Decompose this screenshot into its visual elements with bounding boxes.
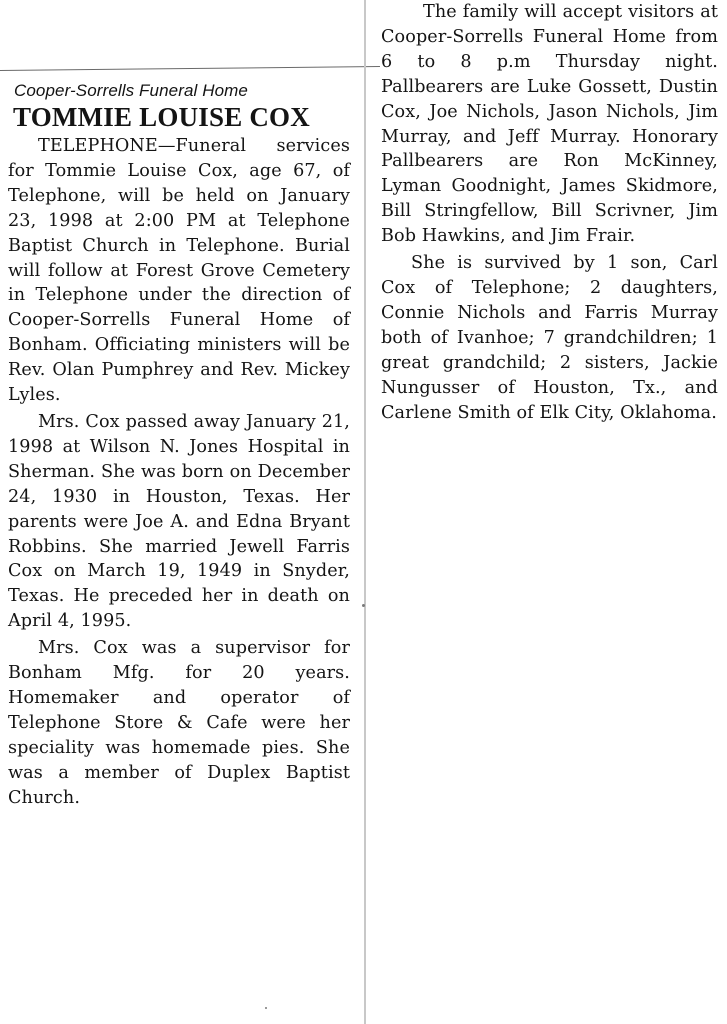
visitation-paragraph: The family will accept visitors at Cooper-Sorrells Funeral Home from 6 to 8 p.m Thursday night. Pallbearers are Luke Gossett, Dustin Cox, Joe Nichols, Jason Nichols, Jim Murray, and Jeff Murray. Honorary Pallbearers are Ron McKinney, Lyman Goodnight, James Skidmore, Bill Stringfellow, Bill Scrivner, Jim Bob Hawkins, and Jim Frair. [381, 2, 718, 247]
print-speck [265, 1007, 267, 1009]
obituary-left-column [8, 80, 350, 810]
print-speck [362, 604, 365, 607]
services-paragraph: TELEPHONE—Funeral services for Tommie Louise Cox, age 67, of Telephone, will be held on January 23, 1998 at 2:00 PM at Telephone Baptist Church in Telephone. Burial will follow at Forest Grove Cemetery in Telephone under the direction of Cooper-Sorrells Funeral Home of Bonham. Officiating ministers will be Rev. Olan Pumphrey and Rev. Mickey Lyles. [8, 136, 350, 406]
career-paragraph: Mrs. Cox was a supervisor for Bonham Mfg. for 20 years. Homemaker and operator of Telephone Store & Cafe were her speciality was homemade pies. She was a member of Duplex Baptist Church. [8, 638, 350, 808]
funeral-home-byline: Cooper-Sorrells Funeral Home [14, 81, 248, 100]
obituary-headline: TOMMIE LOUISE COX [13, 102, 310, 132]
biography-paragraph: Mrs. Cox passed away January 21, 1998 at Wilson N. Jones Hospital in Sherman. She was born on December 24, 1930 in Houston, Texas. Her parents were Joe A. and Edna Bryant Robbins. She married Jewell Farris Cox on March 19, 1949 in Snyder, Texas. He preceded her in death on April 4, 1995. [8, 411, 350, 632]
clipping-column-divider [364, 0, 366, 1024]
obituary-right-column [381, 0, 718, 425]
survivors-paragraph: She is survived by 1 son, Carl Cox of Telephone; 2 daughters, Connie Nichols and Farris Murray both of Ivanhoe; 7 grandchildren; 1 great grandchild; 2 sisters, Jackie Nungusser of Houston, Tx., and Carlene Smith of Elk City, Oklahoma. [381, 253, 718, 423]
